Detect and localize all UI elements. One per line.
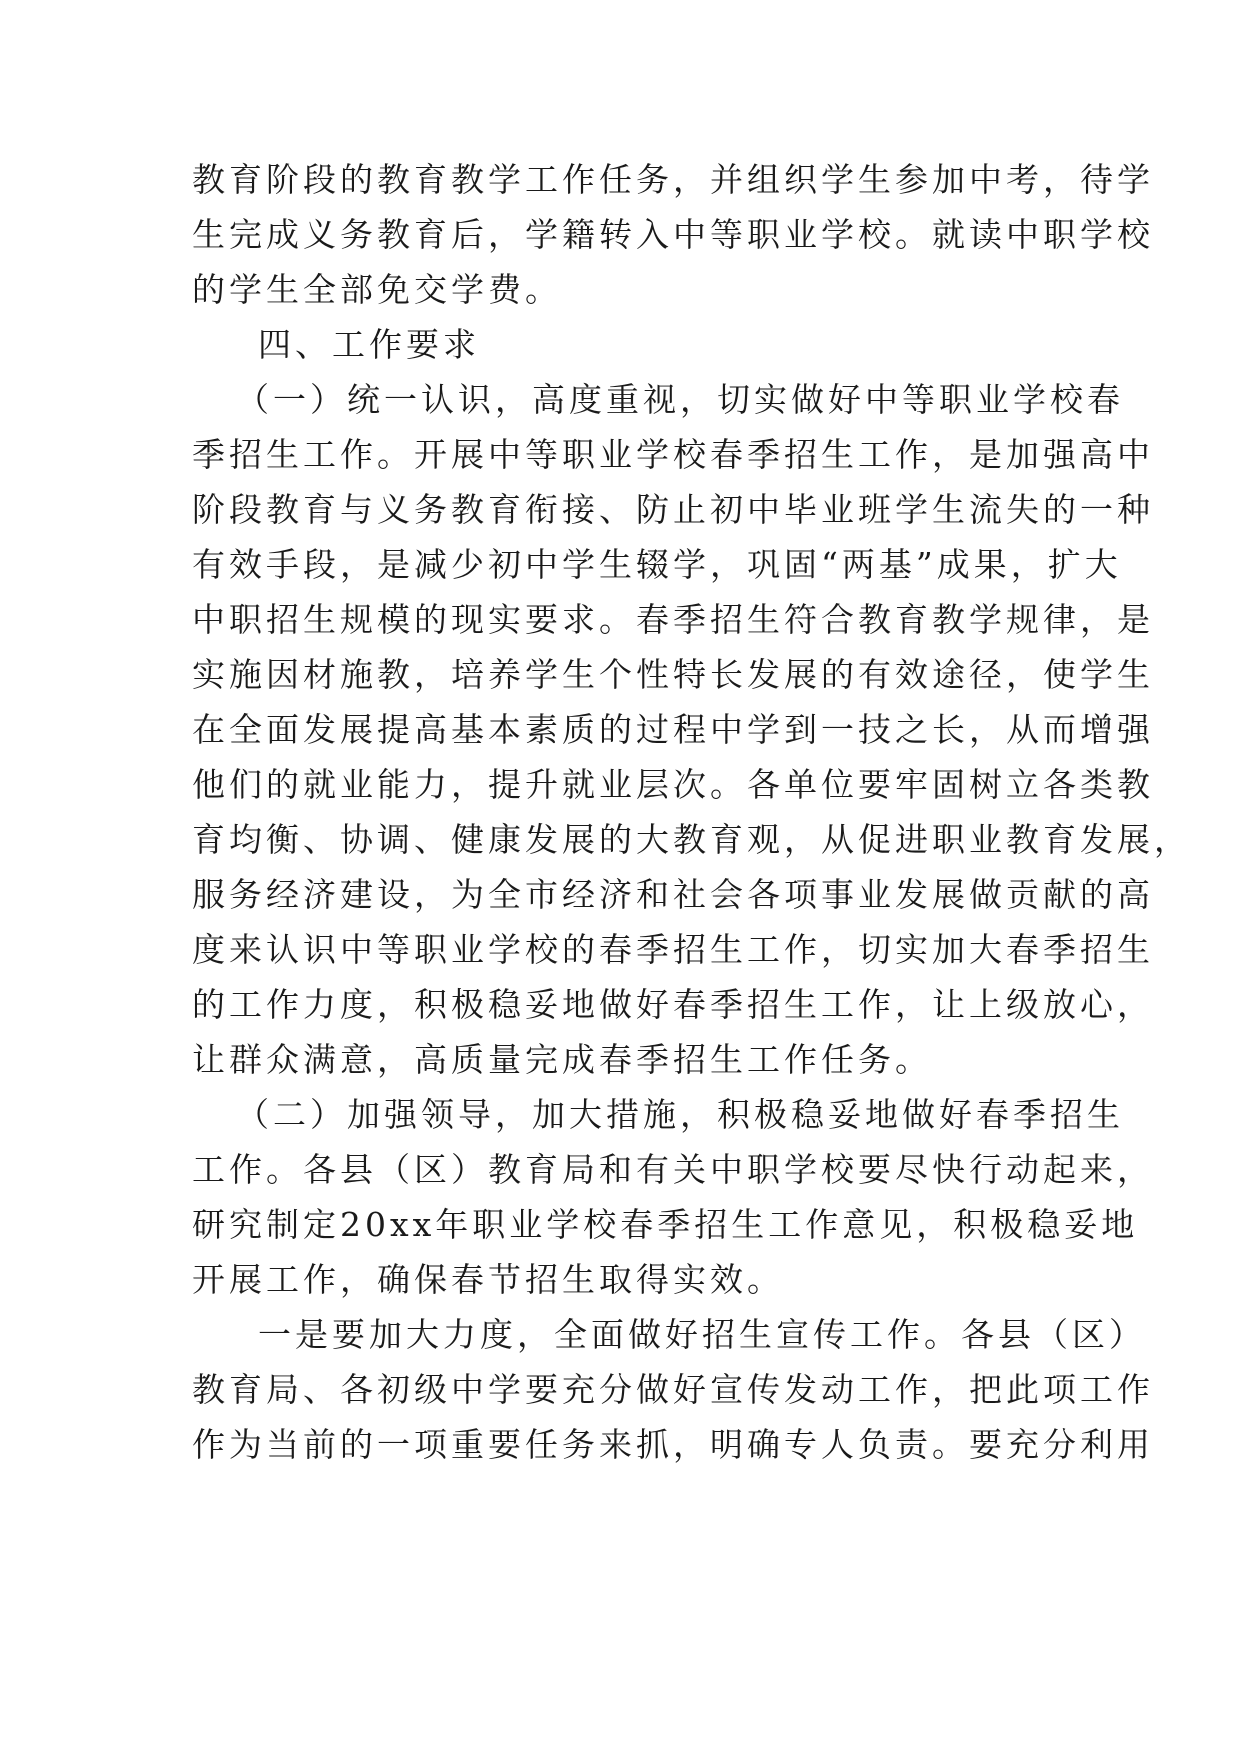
document-body (192, 0, 1191, 1754)
text-line: 育均衡、协调、健康发展的大教育观，从促进职业教育发展， (192, 820, 1191, 859)
text-line: 阶段教育与义务教育衔接、防止初中毕业班学生流失的一种 (192, 490, 1154, 529)
section-heading: 四、工作要求 (258, 325, 480, 364)
text-line: 一是要加大力度，全面做好招生宣传工作。各县（区） (258, 1315, 1146, 1354)
text-line: 他们的就业能力，提升就业层次。各单位要牢固树立各类教 (192, 765, 1154, 804)
text-line: 教育阶段的教育教学工作任务，并组织学生参加中考，待学 (192, 160, 1154, 199)
text-line: 生完成义务教育后，学籍转入中等职业学校。就读中职学校 (192, 215, 1154, 254)
text-line: 教育局、各初级中学要充分做好宣传发动工作，把此项工作 (192, 1370, 1154, 1409)
text-line: 在全面发展提高基本素质的过程中学到一技之长，从而增强 (192, 710, 1154, 749)
text-line: 作为当前的一项重要任务来抓，明确专人负责。要充分利用 (192, 1425, 1154, 1464)
text-line: 研究制定20xx年职业学校春季招生工作意见，积极稳妥地 (192, 1205, 1139, 1244)
text-line: 的学生全部免交学费。 (192, 270, 562, 309)
text-line: 让群众满意，高质量完成春季招生工作任务。 (192, 1040, 932, 1079)
text-line: 的工作力度，积极稳妥地做好春季招生工作，让上级放心， (192, 985, 1154, 1024)
text-line: 度来认识中等职业学校的春季招生工作，切实加大春季招生 (192, 930, 1154, 969)
text-line: 季招生工作。开展中等职业学校春季招生工作，是加强高中 (192, 435, 1154, 474)
text-line: 实施因材施教，培养学生个性特长发展的有效途径，使学生 (192, 655, 1154, 694)
text-line: 服务经济建设，为全市经济和社会各项事业发展做贡献的高 (192, 875, 1154, 914)
text-line: 中职招生规模的现实要求。春季招生符合教育教学规律，是 (192, 600, 1154, 639)
subsection-heading: （一）统一认识，高度重视，切实做好中等职业学校春 (236, 380, 1124, 419)
text-line: 工作。各县（区）教育局和有关中职学校要尽快行动起来， (192, 1150, 1154, 1189)
text-line: 有效手段，是减少初中学生辍学，巩固“两基”成果，扩大 (192, 545, 1122, 584)
subsection-heading: （二）加强领导，加大措施，积极稳妥地做好春季招生 (236, 1095, 1124, 1134)
text-line: 开展工作，确保春节招生取得实效。 (192, 1260, 784, 1299)
